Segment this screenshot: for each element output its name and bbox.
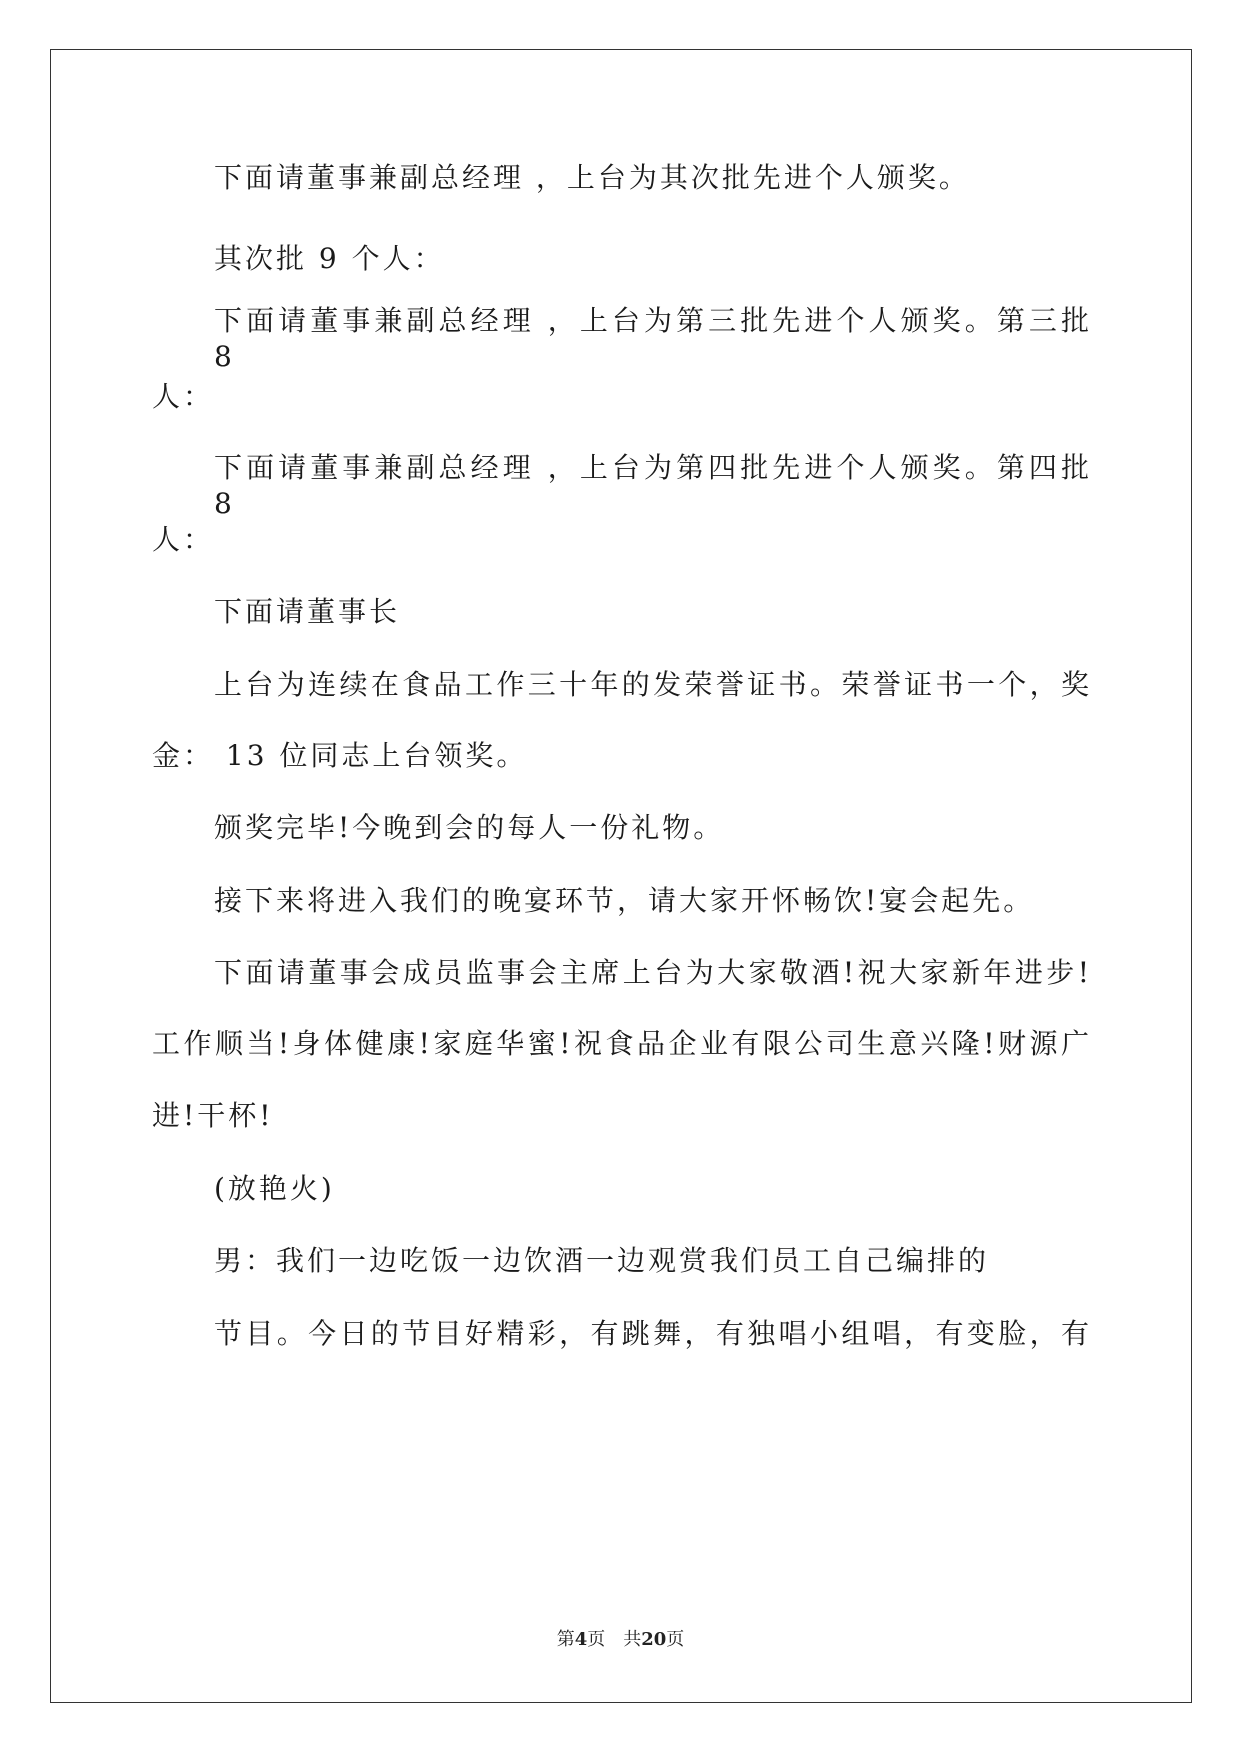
text-line-15: (放艳火)	[214, 1172, 335, 1205]
text-line-17: 节目。今日的节目好精彩，有跳舞，有独唱小组唱，有变脸，有	[214, 1317, 1092, 1350]
footer-page-number: 4	[574, 1629, 588, 1650]
text-line-14: 进!干杯!	[152, 1099, 274, 1132]
text-line-5: 下面请董事兼副总经理 ，上台为第四批先进个人颁奖。第四批 8	[214, 451, 1092, 520]
text-line-13: 工作顺当!身体健康!家庭华蜜!祝食品企业有限公司生意兴隆!财源广	[152, 1027, 1092, 1060]
text-line-10: 颁奖完毕!今晚到会的每人一份礼物。	[214, 811, 725, 844]
page-footer	[0, 1625, 1241, 1651]
text-line-1: 下面请董事兼副总经理 ，上台为其次批先进个人颁奖。	[214, 161, 970, 194]
footer-total-pages: 20	[641, 1629, 667, 1650]
footer-page-prefix: 第	[556, 1629, 575, 1650]
text-line-12: 下面请董事会成员监事会主席上台为大家敬酒!祝大家新年进步!	[214, 956, 1092, 989]
text-line-4: 人：	[152, 380, 215, 413]
page-border	[50, 49, 1192, 1703]
text-line-9: 金： 13 位同志上台领奖。	[152, 739, 528, 772]
footer-total-suffix: 页	[666, 1629, 685, 1650]
text-line-7: 下面请董事长	[214, 595, 401, 628]
text-line-8: 上台为连续在食品工作三十年的发荣誉证书。荣誉证书一个，奖	[214, 668, 1092, 701]
text-line-2: 其次批 9 个人：	[214, 242, 445, 275]
footer-page-suffix: 页	[587, 1629, 606, 1650]
text-line-6: 人：	[152, 523, 215, 556]
text-line-16: 男：我们一边吃饭一边饮酒一边观赏我们员工自己编排的	[214, 1244, 990, 1277]
footer-total-prefix: 共	[623, 1629, 642, 1650]
text-line-11: 接下来将进入我们的晚宴环节，请大家开怀畅饮!宴会起先。	[214, 884, 1035, 917]
text-line-3: 下面请董事兼副总经理 ，上台为第三批先进个人颁奖。第三批 8	[214, 304, 1092, 373]
